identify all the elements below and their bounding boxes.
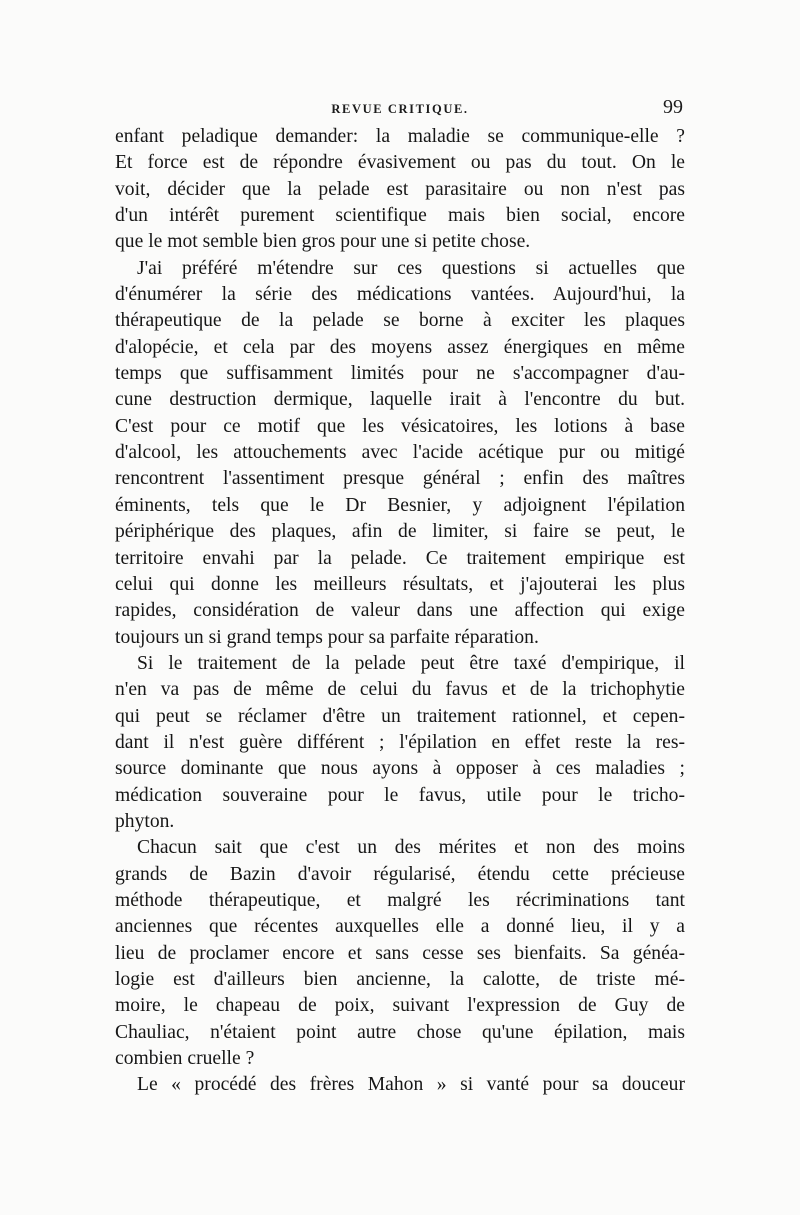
paragraph-first-line: Le « procédé des frères Mahon » si vanté pour sa douceur	[137, 1074, 685, 1096]
text-line: méthode thérapeutique, et malgré les récriminations tant	[115, 889, 685, 911]
text-line: cune destruction dermique, laquelle irait à l'encontre du but.	[115, 389, 685, 411]
paragraph-first-line: J'ai préféré m'étendre sur ces questions si actuelles que	[137, 257, 685, 279]
text-line: logie est d'ailleurs bien ancienne, la calotte, de triste mé-	[115, 969, 685, 990]
text-line: C'est pour ce motif que les vésicatoires, les lotions à base	[115, 415, 685, 437]
text-line: enfant peladique demander: la maladie se communique-elle ?	[115, 126, 685, 147]
text-line: source dominante que nous ayons à opposer à ces maladies ;	[115, 758, 685, 780]
page-number: 99	[663, 96, 683, 118]
text-line: thérapeutique de la pelade se borne à exciter les plaques	[115, 310, 685, 332]
text-line: qui peut se réclamer d'être un traitement rationnel, et cepen-	[115, 705, 685, 727]
text-line: phyton.	[115, 810, 175, 832]
text-line: d'alopécie, et cela par des moyens assez énergiques en même	[115, 336, 685, 358]
running-header	[115, 96, 685, 122]
text-line: éminents, tels que le Dr Besnier, y adjoignent l'épilation	[115, 494, 685, 516]
text-line: anciennes que récentes auxquelles elle a donné lieu, il y a	[115, 916, 685, 938]
text-line: d'un intérêt purement scientifique mais bien social, encore	[115, 205, 685, 227]
text-line: rapides, considération de valeur dans une affection qui exige	[115, 600, 685, 622]
text-line: médication souveraine pour le favus, utile pour le tricho-	[115, 784, 685, 806]
text-line: moire, le chapeau de poix, suivant l'expression de Guy de	[115, 995, 685, 1017]
text-line: toujours un si grand temps pour sa parfaite réparation.	[115, 626, 539, 648]
text-line: lieu de proclamer encore et sans cesse ses bienfaits. Sa généa-	[115, 942, 685, 964]
text-line: voit, décider que la pelade est parasitaire ou non n'est pas	[115, 178, 685, 200]
text-line: temps que suffisamment limités pour ne s'accompagner d'au-	[115, 363, 685, 385]
running-title: REVUE CRITIQUE.	[331, 102, 469, 116]
text-line: n'en va pas de même de celui du favus et de la trichophytie	[115, 679, 685, 701]
text-line: territoire envahi par la pelade. Ce traitement empirique est	[115, 547, 685, 569]
text-line: celui qui donne les meilleurs résultats, et j'ajouterai les plus	[115, 573, 685, 595]
text-line: d'alcool, les attouchements avec l'acide acétique pur ou mitigé	[115, 442, 685, 464]
paragraph-first-line: Chacun sait que c'est un des mérites et non des moins	[137, 837, 685, 859]
text-line: rencontrent l'assentiment presque général ; enfin des maîtres	[115, 468, 685, 490]
text-line: Et force est de répondre évasivement ou pas du tout. On le	[115, 152, 685, 174]
text-line: dant il n'est guère différent ; l'épilation en effet reste la res-	[115, 731, 685, 753]
text-line: Chauliac, n'étaient point autre chose qu'une épilation, mais	[115, 1021, 685, 1043]
paragraph-first-line: Si le traitement de la pelade peut être taxé d'empirique, il	[137, 652, 685, 674]
text-line: grands de Bazin d'avoir régularisé, étendu cette précieuse	[115, 863, 685, 885]
text-line: périphérique des plaques, afin de limiter, si faire se peut, le	[115, 521, 685, 543]
text-line: que le mot semble bien gros pour une si petite chose.	[115, 231, 531, 253]
text-line: combien cruelle ?	[115, 1048, 255, 1070]
body-text	[115, 124, 685, 1099]
text-line: d'énumérer la série des médications vantées. Aujourd'hui, la	[115, 284, 685, 306]
